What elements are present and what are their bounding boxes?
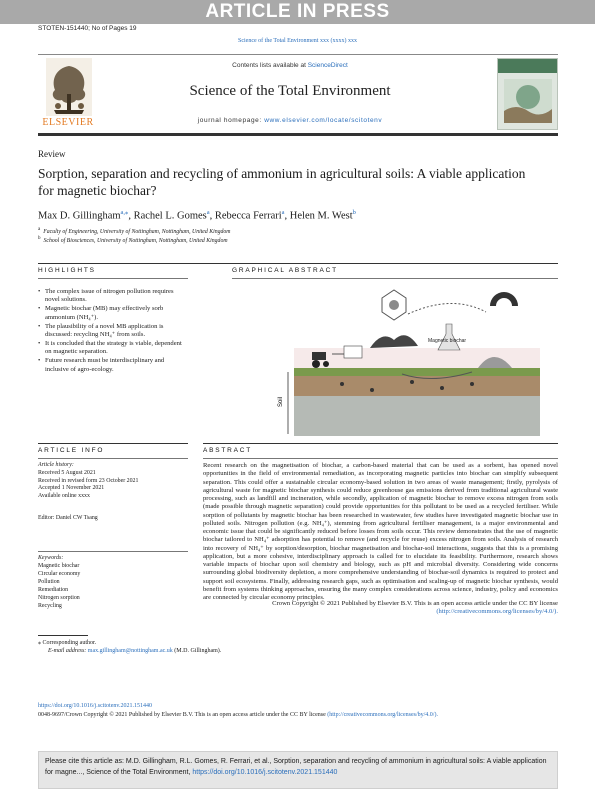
author-affiliation-mark[interactable]: b [352, 209, 356, 216]
highlights-list [38, 288, 188, 375]
author-separator: , [209, 210, 215, 222]
elsevier-tree-icon [46, 58, 92, 116]
citation-text: Please cite this article as: M.D. Gillingham, R.L. Gomes, R. Ferrari, et al., Sorption, separation and recycling of ammonium in agricultural soils: A viable application for magne..., Science of the Total Environment, [45, 758, 547, 776]
email-label: E-mail address: [48, 648, 87, 654]
highlight-item: • The complex issue of nitrogen pollution requires novel solutions. [38, 288, 188, 305]
graphical-abstract-figure[interactable] [232, 284, 550, 448]
author-list [38, 208, 558, 222]
abstract-heading: ABSTRACT [203, 447, 253, 454]
corresponding-author-note: ⁎ Corresponding author. [38, 640, 97, 646]
citation-doi-link[interactable]: https://doi.org/10.1016/j.scitotenv.2021.151440 [192, 769, 338, 776]
affiliation-mark: b [38, 236, 41, 241]
author-affiliation-mark[interactable]: a,⁎ [120, 209, 129, 216]
journal-homepage [110, 117, 470, 124]
author-name[interactable]: Max D. Gillingham [38, 210, 121, 222]
graphical-abstract-heading: GRAPHICAL ABSTRACT [232, 267, 338, 274]
abstract-subrule [203, 458, 558, 459]
author-name[interactable]: Rachel L. Gomes [133, 210, 207, 222]
article-info-subrule [38, 458, 188, 459]
journal-cover-thumbnail[interactable] [497, 58, 558, 130]
doi-link[interactable]: https://doi.org/10.1016/j.scitotenv.2021.151440 [38, 703, 152, 709]
keywords-rule [38, 551, 188, 552]
license-link[interactable]: (http://creativecommons.org/licenses/by/4.0/). [327, 712, 438, 718]
elsevier-wordmark: ELSEVIER [42, 117, 94, 128]
footnote-rule [38, 635, 88, 636]
affiliation-a [38, 227, 558, 235]
ga-groundwater [294, 396, 540, 436]
author-name[interactable]: Rebecca Ferrari [214, 210, 282, 222]
highlights-subrule [38, 278, 188, 279]
elsevier-logo[interactable] [38, 58, 98, 130]
keyword: Pollution [38, 578, 60, 585]
email-owner: (M.D. Gillingham). [174, 648, 222, 654]
editor-line: Editor: Daniel CW Tsang [38, 515, 98, 521]
masthead-top-rule [38, 54, 558, 55]
ga-grass [294, 368, 540, 376]
highlight-item: • The plausibility of a novel MB application is discussed: recycling NH₄⁺ from soils. [38, 323, 188, 340]
copyright-statement [203, 600, 558, 617]
homepage-prefix: journal homepage: [197, 117, 262, 124]
article-type: Review [38, 149, 66, 159]
history-item: Accepted 1 November 2021 [38, 485, 105, 492]
article-title: Sorption, separation and recycling of ammonium in agricultural soils: A viable application for magnetic biochar? [38, 166, 526, 198]
cc-license-link[interactable]: (http://creativecommons.org/licenses/by/4.0/). [436, 608, 558, 616]
keyword: Circular economy [38, 570, 81, 577]
author-separator: , [284, 210, 290, 222]
ga-magnetic-label: Magnetic biochar [428, 338, 467, 344]
keyword: Magnetic biochar [38, 562, 80, 569]
author-affiliation-mark[interactable]: a [206, 209, 210, 216]
article-history [38, 462, 138, 501]
author-email-link[interactable]: max.gillingham@nottingham.ac.uk [87, 648, 173, 654]
highlight-item: • It is concluded that the strategy is viable, dependent on magnetic separation. [38, 340, 188, 357]
history-item: Received 5 August 2021 [38, 469, 96, 476]
affiliation-mark: a [38, 227, 41, 232]
author-affiliation-mark[interactable]: a [281, 209, 285, 216]
section-rule [38, 263, 558, 264]
keyword: Remediation [38, 586, 69, 593]
history-item: Received in revised form 23 October 2021 [38, 477, 139, 484]
abstract-rule [203, 443, 558, 444]
cover-art-icon [504, 79, 552, 123]
history-item: Available online xxxx [38, 493, 90, 500]
keywords-label: Keywords: [38, 554, 64, 561]
cover-header-band [498, 59, 558, 73]
license-text: 0048-9697/Crown Copyright © 2021 Published by Elsevier B.V. This is an open access article under the CC BY license [38, 712, 326, 718]
masthead-bottom-rule [38, 133, 558, 136]
affiliation-text: Faculty of Engineering, University of Nottingham, Nottingham, United Kingdom [43, 228, 231, 235]
contents-line [110, 62, 470, 69]
article-info-heading: ARTICLE INFO [38, 447, 105, 454]
homepage-link[interactable]: www.elsevier.com/locate/scitotenv [264, 117, 383, 124]
author-name[interactable]: Helen M. West [289, 210, 353, 222]
manuscript-reference: STOTEN-151440; No of Pages 19 [38, 25, 137, 32]
contents-prefix: Contents lists available at [232, 62, 306, 69]
affiliation-text: School of Biosciences, University of Nottingham, Nottingham, United Kingdom [43, 237, 228, 244]
article-in-press-banner [0, 0, 595, 24]
keywords-block [38, 550, 188, 610]
affiliation-b [38, 236, 558, 244]
highlight-item: • Future research must be interdisciplinary and inclusive of agro-ecology. [38, 357, 188, 374]
keyword: Nitrogen sorption [38, 595, 80, 602]
article-info-rule [38, 443, 188, 444]
highlights-heading: HIGHLIGHTS [38, 267, 96, 274]
email-note [38, 648, 221, 654]
highlight-item: • Magnetic biochar (MB) may effectively sorb ammonium (NH₄⁺). [38, 305, 188, 322]
sciencedirect-link[interactable]: ScienceDirect [307, 62, 348, 69]
ga-soil-label: Soil [278, 396, 284, 408]
keyword: Recycling [38, 603, 62, 610]
journal-reference[interactable]: Science of the Total Environment xxx (xxxx) xxx [238, 38, 357, 44]
banner-text: ARTICLE IN PRESS [205, 1, 390, 22]
abstract-text: Recent research on the magnetisation of biochar, a carbon-based material that can be used as a sorbent, has opened novel opportunities in the field of environmental remediation, as incorporating magnetic particles into biochar can simplify subsequent separation. This could offer a sustainable circular economy-based solution in two areas of waste management; firstly, pyrolysis of agricultural waste for magnetic biochar synthesis could reduce greenhouse gas emissions derived from traditional agricultural waste processing, such as landfill and incineration, while secondly, application of magnetic biochar to remove excess nitrogen from soils (made possible through magnetic separation) could provide opportunities for this pollutant to be used as a recycled fertiliser. While sorption of pollutants by magnetic biochar has been researched in wastewater, few studies have investigated magnetic biochar use in polluted soils. Nitrogen pollution (e.g. NH₄⁺), stemming from agricultural fertiliser management, is a major environmental and economic issue that could be significantly reduced before losses from soils occur. This review demonstrates that the use of magnetic biochar tailored to NH₄⁺ adsorption has potential to remove (and recycle for reuse) excess nitrogen from soils. Analysis of research into recovery of NH₄⁺ by sorption/desorption, biochar magnetisation and biochar-soil interactions, suggests that this is a promising application, but a more cohesive, interdisciplinary approach is called for to elucidate its feasibility. Furthermore, research shows variable impacts of biochar upon soil chemistry and biology, such as pH and microbial diversity. Considering wide concerns surrounding global biodiversity depletion, a more comprehensive understanding of biochar-soil dynamics is required to protect and support soil ecosystems. Finally, addressing research gaps, such as optimisation and scaling-up of magnetic biochar synthesis, would benefit from systems thinking approaches, ensuring the many complex considerations across science, industry, policy and economics are connected by circular economy principles. [203, 462, 558, 601]
copyright-text: Crown Copyright © 2021 Published by Elsevier B.V. This is an open access article under the CC BY license [272, 600, 558, 607]
article-history-label: Article history: [38, 462, 74, 468]
license-line [38, 712, 558, 718]
cite-this-article-box [38, 751, 558, 789]
ga-subrule [232, 278, 558, 279]
author-separator: , [128, 210, 134, 222]
journal-title: Science of the Total Environment [189, 83, 391, 99]
